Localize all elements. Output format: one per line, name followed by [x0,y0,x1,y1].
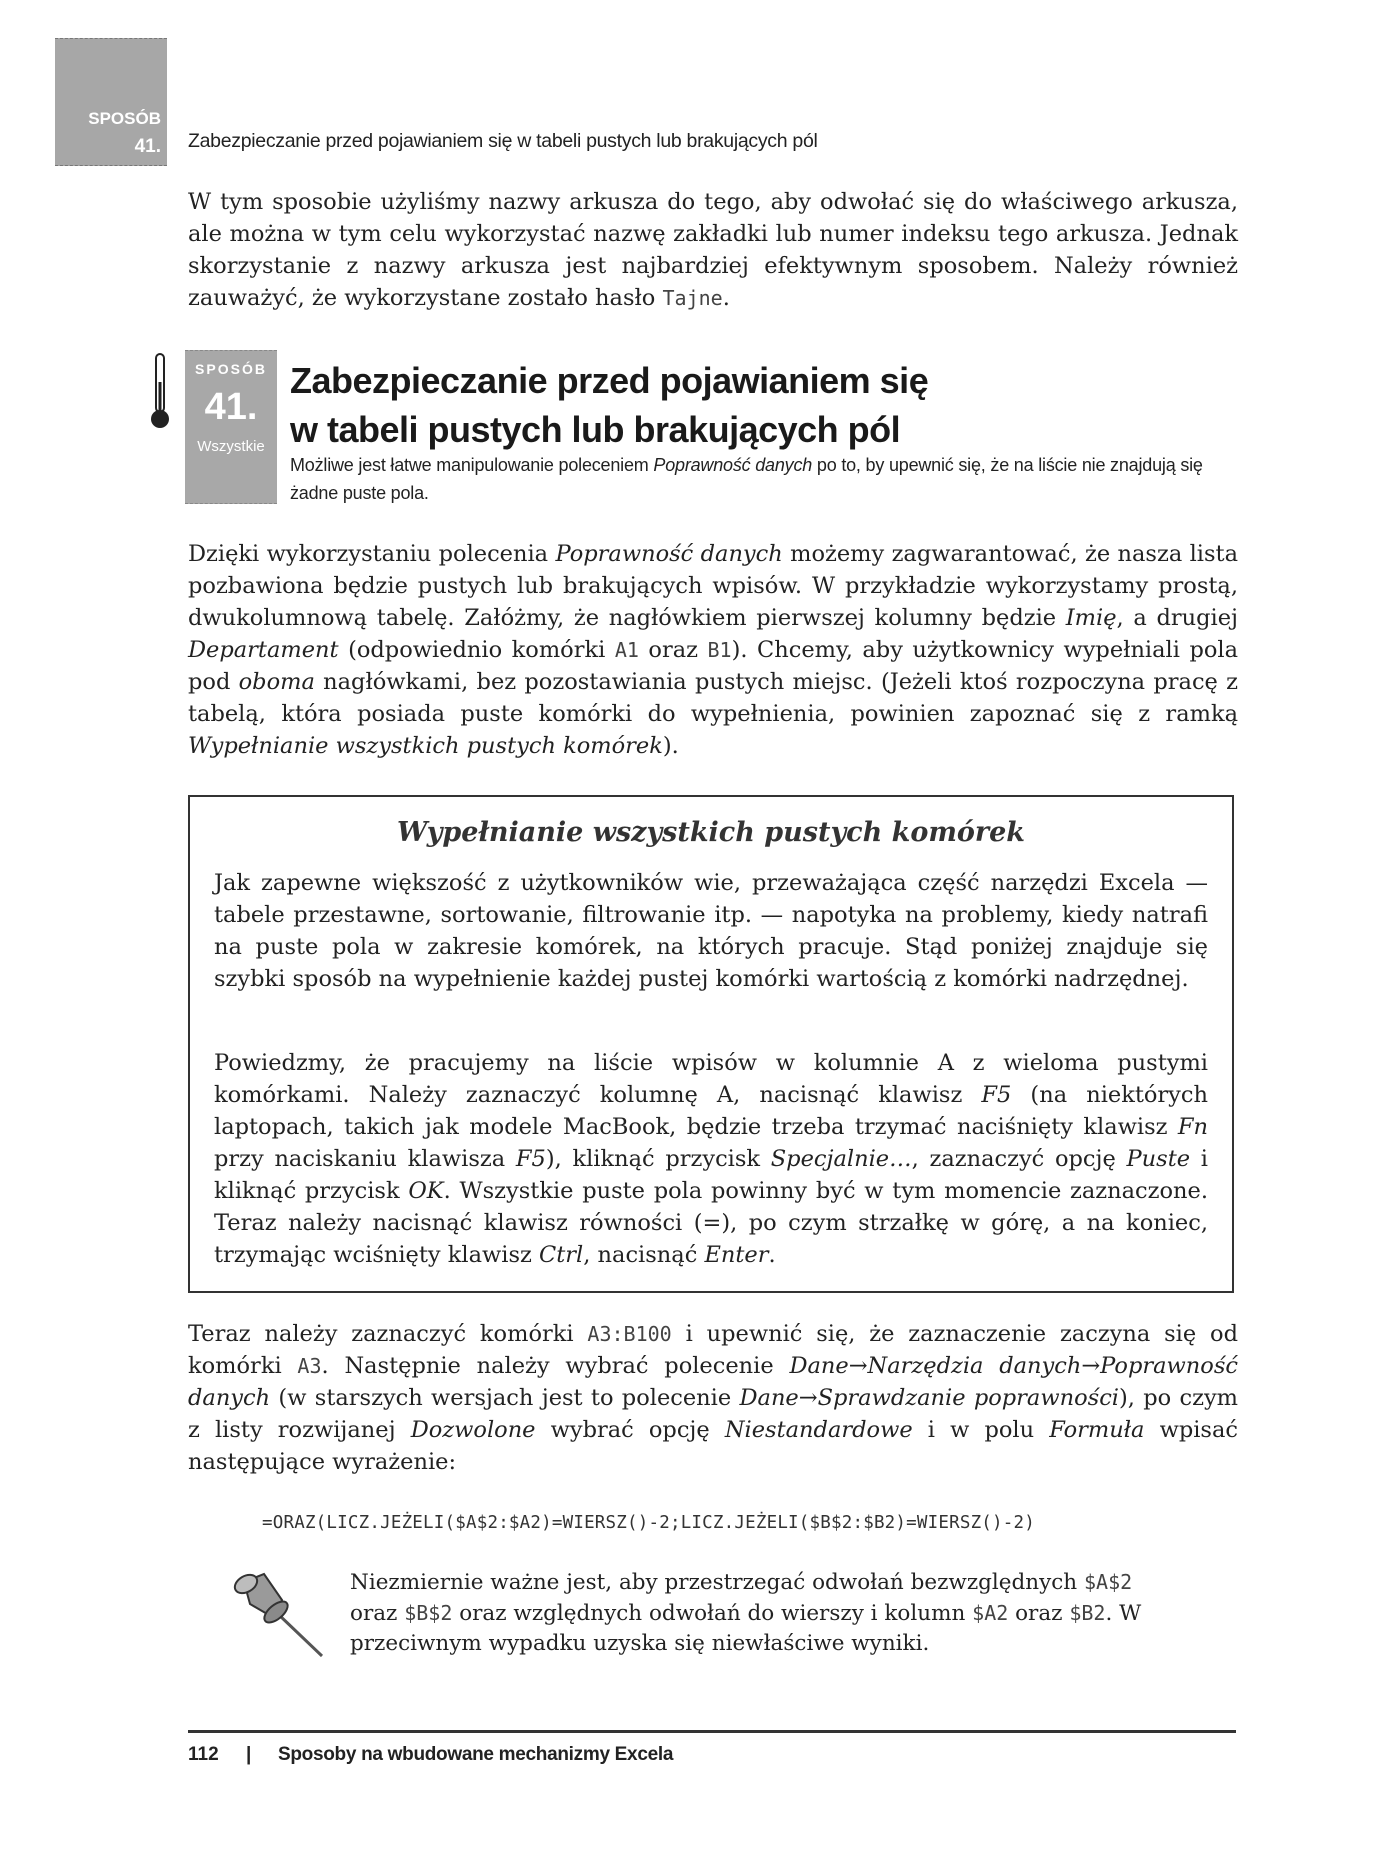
footer-rule [188,1730,1236,1733]
chapter-side-tab [55,38,167,166]
hack-lead: Możliwe jest łatwe manipulowanie poleceniem Poprawność danych po to, by upewnić się, że na liście nie znajdują się żadne puste pola. [290,455,1203,503]
running-header-title: Zabezpieczanie przed pojawianiem się w tabeli pustych lub brakujących pól [188,130,818,152]
body-paragraph-2: Dzięki wykorzystaniu polecenia Poprawność danych możemy zagwarantować, że nasza lista pozbawiona będzie pustych lub brakujących wpisów. W przykładzie wykorzystamy prostą, dwukolumnową tabelę. Załóżmy, że nagłówkiem pierwszej kolumny będzie Imię, a drugiej Departament (odpowiednio komórki A1 oraz B1). Chcemy, aby użytkownicy wypełniali pola pod oboma nagłówkami, bez pozostawiania pustych miejsc. (Jeżeli ktoś rozpoczyna pracę z tabelą, która posiada puste komórki do wypełnienia, powinien zapoznać się z ramką Wypełnianie wszystkich pustych komórek). [188,541,1239,759]
inline-code: Tajne [662,286,723,310]
sidebar-paragraph-1: Jak zapewne większość z użytkowników wie, przeważająca część narzędzi Excela — tabele przestawne, sortowanie, filtrowanie itp. — napotyka na problemy, kiedy natrafi na puste pola w zakresie komórek, na których pracuje. Stąd poniżej znajduje się szybki sposób na wypełnienie każdej pustej komórki wartością z komórki nadrzędnej. [214,870,1208,992]
sidebar-title: Wypełnianie wszystkich pustych komórek [396,817,1026,848]
hack-title: Zabezpieczanie przed pojawianiem się w tabeli pustych lub brakujących pól [290,360,929,450]
badge-number: 41. [204,386,258,428]
intro-paragraph: W tym sposobie użyliśmy nazwy arkusza do tego, aby odwołać się do właściwego arkusza, ale można w tym celu wykorzystać nazwę zakładki lub numer indeksu tego arkusza. Jednak skorzystanie z nazwy arkusza jest najbardziej efektywnym sposobem. Należy również zauważyć, że wykorzystane zostało hasło Tajne. [188,189,1238,311]
formula-code: =ORAZ(LICZ.JEŻELI($A$2:$A2)=WIERSZ()-2;LICZ.JEŻELI($B$2:$B2)=WIERSZ()-2) [262,1513,1035,1533]
sidebar-paragraph-2: Powiedzmy, że pracujemy na liście wpisów w kolumnie A z wieloma pustymi komórkami. Należy zaznaczyć kolumnę A, nacisnąć klawisz F5 (na niektórych laptopach, takich jak modele MacBook, będzie trzeba trzymać naciśnięty klawisz Fn przy naciskaniu klawisza F5), kliknąć przycisk Specjalnie…, zaznaczyć opcję Puste i kliknąć przycisk OK. Wszystkie puste pola powinny być w tym momencie zaznaczone. Teraz należy nacisnąć klawisz równości (=), po czym strzałkę w górę, a na koniec, trzymając wciśnięty klawisz Ctrl, nacisnąć Enter. [214,1050,1209,1268]
note-paragraph: Niezmiernie ważne jest, aby przestrzegać odwołań bezwzględnych $A$2 oraz $B$2 oraz względnych odwołań do wierszy i kolumn $A2 oraz $B2. W przeciwnym wypadku uzyska się niewłaściwe wyniki. [350,1570,1142,1656]
footer-separator: | [246,1744,252,1765]
sidebar-box [188,795,1234,1293]
badge-word: SPOSÓB [195,361,267,377]
pushpin-icon [230,1570,330,1660]
footer-book-title: Sposoby na wbudowane mechanizmy Excela [278,1744,674,1765]
hack-badge [185,350,277,504]
body-paragraph-3: Teraz należy zaznaczyć komórki A3:B100 i upewnić się, że zaznaczenie zaczyna się od komórki A3. Następnie należy wybrać polecenie Dane→Narzędzia danych→Poprawność danych (w starszych wersjach jest to polecenie Dane→Sprawdzanie poprawności), po czym z listy rozwijanej Dozwolone wybrać opcję Niestandardowe i w polu Formuła wpisać następujące wyrażenie: [188,1321,1238,1475]
thermometer-icon [150,352,170,432]
page-number: 112 [188,1744,219,1765]
badge-level: Wszystkie [197,438,265,455]
side-tab-word: SPOSÓB [88,109,161,128]
side-tab-number: 41. [134,136,161,157]
